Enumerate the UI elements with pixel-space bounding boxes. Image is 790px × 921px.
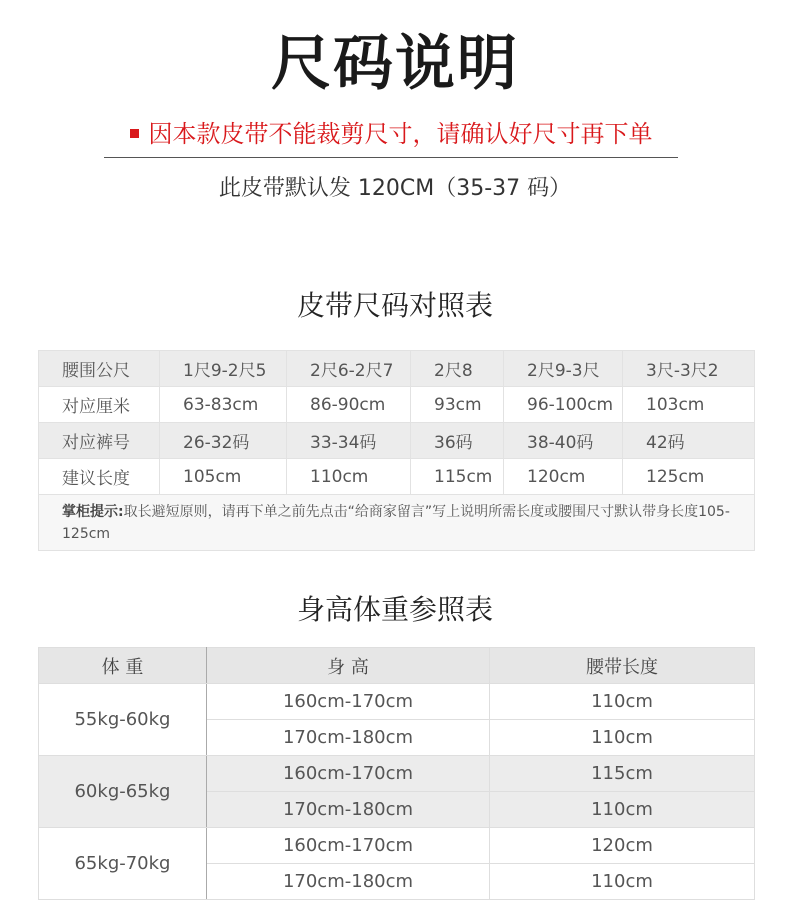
belt-table-title: 皮带尺码对照表	[296, 289, 493, 322]
weight-cell: 55kg-60kg	[39, 684, 207, 756]
table-row	[39, 828, 755, 864]
table-cell: 2尺9-3尺	[504, 351, 623, 387]
height-cell: 160cm-170cm	[207, 828, 490, 864]
notice-text: 因本款皮带不能裁剪尺寸，请确认好尺寸再下单	[148, 120, 653, 148]
table-cell: 110cm	[287, 459, 411, 495]
shopkeeper-tip	[39, 495, 755, 551]
height-cell: 170cm-180cm	[207, 792, 490, 828]
table-cell: 建议长度	[39, 459, 160, 495]
table-cell: 3尺-3尺2	[623, 351, 755, 387]
column-header: 体 重	[39, 648, 207, 684]
table-row	[39, 756, 755, 792]
table-cell: 125cm	[623, 459, 755, 495]
table-cell: 120cm	[504, 459, 623, 495]
weight-table-title: 身高体重参照表	[296, 593, 493, 626]
height-cell: 170cm-180cm	[207, 864, 490, 900]
height-cell: 160cm-170cm	[207, 684, 490, 720]
weight-cell: 60kg-65kg	[39, 756, 207, 828]
table-cell: 103cm	[623, 387, 755, 423]
belt-length-cell: 110cm	[490, 792, 755, 828]
table-cell: 115cm	[411, 459, 504, 495]
weight-cell: 65kg-70kg	[39, 828, 207, 900]
table-cell: 96-100cm	[504, 387, 623, 423]
belt-length-cell: 115cm	[490, 756, 755, 792]
table-row	[39, 387, 755, 423]
column-header: 腰带长度	[490, 648, 755, 684]
tip-label: 掌柜提示:	[62, 503, 124, 520]
belt-length-cell: 110cm	[490, 864, 755, 900]
belt-length-cell: 120cm	[490, 828, 755, 864]
default-size-text: 此皮带默认发 120CM（35-37 码）	[218, 176, 572, 201]
table-cell: 86-90cm	[287, 387, 411, 423]
belt-length-cell: 110cm	[490, 720, 755, 756]
height-weight-table	[38, 647, 755, 900]
table-cell: 93cm	[411, 387, 504, 423]
table-cell: 42码	[623, 423, 755, 459]
table-cell: 26-32码	[160, 423, 287, 459]
table-header-row	[39, 648, 755, 684]
table-row	[39, 351, 755, 387]
table-row	[39, 423, 755, 459]
height-cell: 170cm-180cm	[207, 720, 490, 756]
table-cell: 腰围公尺	[39, 351, 160, 387]
tip-text: 取长避短原则，请再下单之前先点击“给商家留言”写上说明所需长度或腰围尺寸默认带身长度105-125cm	[62, 503, 730, 542]
table-cell: 36码	[411, 423, 504, 459]
table-cell: 2尺8	[411, 351, 504, 387]
table-row	[39, 459, 755, 495]
table-cell: 对应裤号	[39, 423, 160, 459]
table-cell: 2尺6-2尺7	[287, 351, 411, 387]
belt-length-cell: 110cm	[490, 684, 755, 720]
table-cell: 1尺9-2尺5	[160, 351, 287, 387]
table-cell: 33-34码	[287, 423, 411, 459]
red-square-bullet-icon	[130, 129, 139, 138]
column-header: 身 高	[207, 648, 490, 684]
size-notice	[104, 118, 678, 158]
table-cell: 63-83cm	[160, 387, 287, 423]
height-cell: 160cm-170cm	[207, 756, 490, 792]
belt-size-table	[38, 350, 755, 551]
page-title: 尺码说明	[271, 29, 519, 99]
table-cell: 38-40码	[504, 423, 623, 459]
table-cell: 105cm	[160, 459, 287, 495]
table-cell: 对应厘米	[39, 387, 160, 423]
tip-row	[39, 495, 755, 551]
table-row	[39, 684, 755, 720]
